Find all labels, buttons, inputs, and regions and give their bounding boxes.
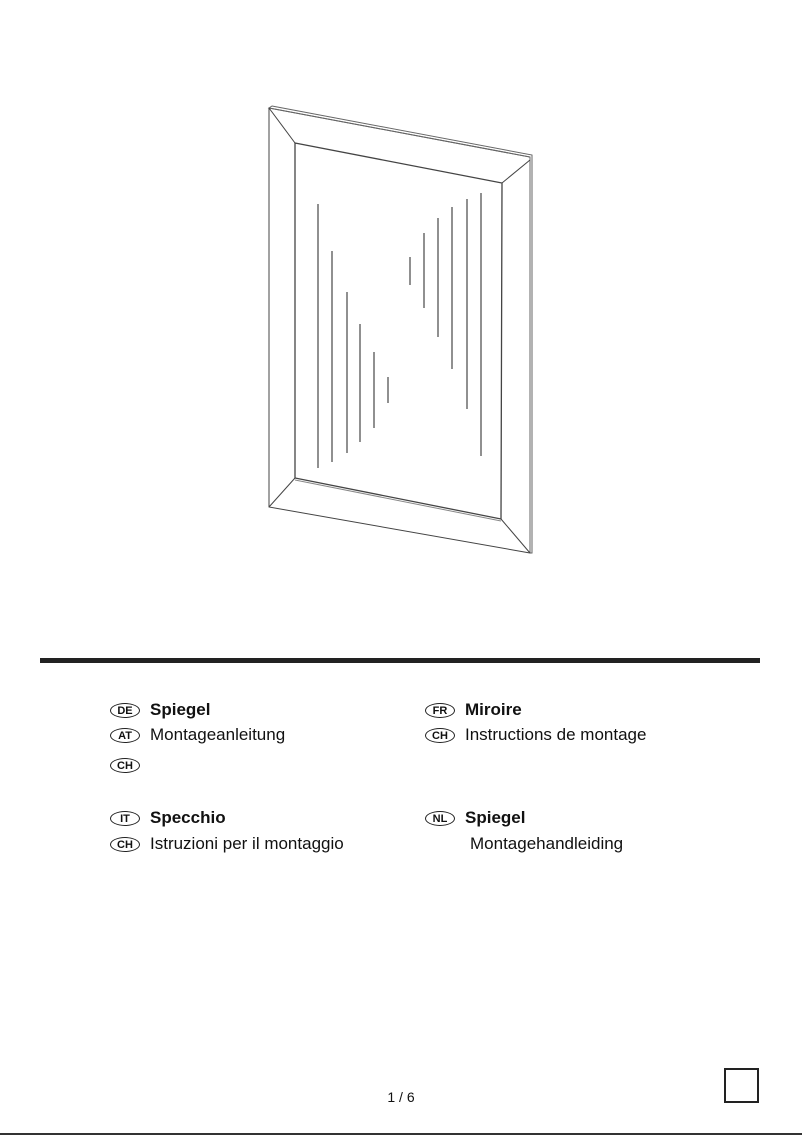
lang-de-title: DE Spiegel: [110, 699, 210, 721]
lang-nl-title: NL Spiegel: [425, 807, 525, 829]
lang-fr-subtitle: CH Instructions de montage: [425, 724, 646, 746]
country-badge: CH: [110, 837, 140, 852]
lang-nl-subtitle: Montagehandleiding: [470, 834, 624, 853]
lang-de-extra: [110, 754, 150, 776]
country-badge: CH: [425, 728, 455, 743]
page-number: 1 / 6: [387, 1089, 415, 1105]
mirror-frame-edge: [269, 106, 532, 553]
country-badge: FR: [425, 703, 455, 718]
country-badge: IT: [110, 811, 140, 826]
country-badge: CH: [110, 758, 140, 773]
corner-box: [724, 1068, 759, 1103]
lang-fr-title: FR Miroire: [425, 699, 522, 721]
country-badge: AT: [110, 728, 140, 743]
bottom-border: [0, 1133, 802, 1135]
country-badge: NL: [425, 811, 455, 826]
glass-reflection-lines: [318, 193, 481, 468]
lang-de-subtitle: AT Montageanleitung: [110, 724, 285, 746]
country-badge: DE: [110, 703, 140, 718]
mirror-frame-outer: [269, 108, 530, 553]
lang-it-title: IT Specchio: [110, 807, 226, 829]
mirror-glass: [295, 143, 502, 519]
lang-it-subtitle: CH Istruzioni per il montaggio: [110, 833, 344, 855]
divider-rule: [40, 658, 760, 663]
